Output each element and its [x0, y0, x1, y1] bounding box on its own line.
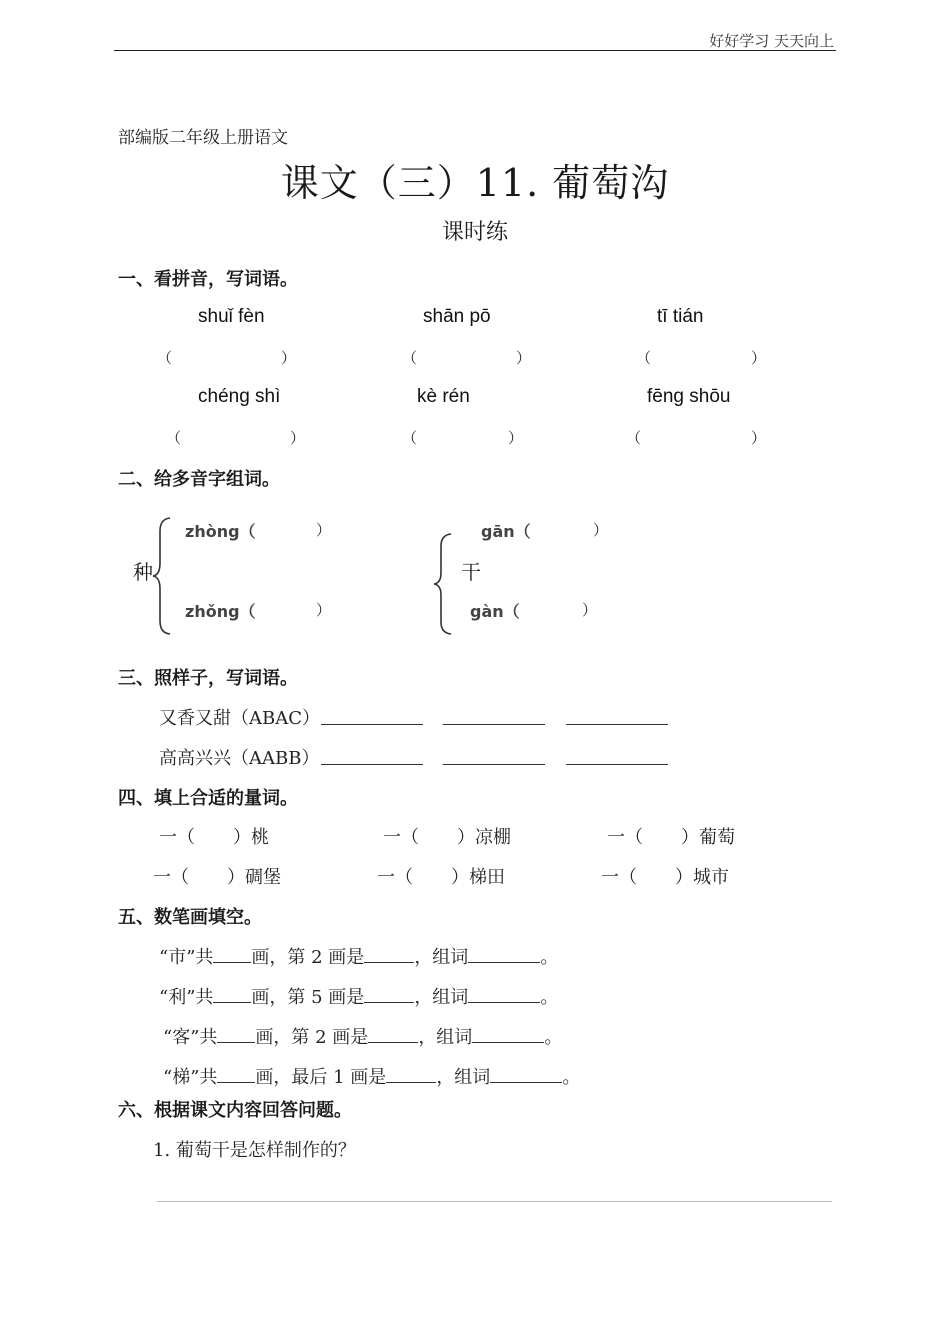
subject-label: 部编版二年级上册语文	[118, 128, 288, 148]
stroke-mid: 画，最后 1 画是	[255, 1067, 387, 1088]
answer-close-paren: ）	[582, 601, 598, 619]
answer-open-paren: （	[402, 429, 418, 447]
word-blank	[472, 1024, 544, 1043]
measure-word-item	[383, 823, 511, 849]
word-blank	[468, 944, 540, 963]
stroke-count-blank	[217, 1024, 255, 1043]
section-heading-4: 四、填上合适的量词。	[118, 788, 298, 809]
reading-gan4: gàn（	[470, 602, 520, 621]
measure-prefix: 一（	[607, 827, 643, 848]
section-heading-6: 六、根据课文内容回答问题。	[118, 1100, 352, 1121]
measure-suffix: ）凉棚	[457, 827, 511, 848]
reading-zhong3: zhǒng（	[185, 602, 256, 621]
stroke-count-blank	[213, 944, 251, 963]
left-brace-icon	[150, 515, 174, 637]
answer-close-paren: ）	[316, 601, 332, 619]
write-line	[321, 724, 423, 725]
stroke-count-blank	[213, 984, 251, 1003]
answer-open-paren: （	[166, 429, 182, 447]
measure-word-item	[607, 823, 735, 849]
measure-prefix: 一（	[383, 827, 419, 848]
full-stop: 。	[540, 947, 559, 968]
answer-close-paren: ）	[281, 349, 297, 367]
pinyin-item: tī tián	[657, 306, 704, 327]
stroke-count-line	[159, 983, 558, 1009]
measure-word-item	[153, 863, 281, 889]
measure-prefix: 一（	[159, 827, 195, 848]
reading-gan1: gān（	[481, 522, 531, 541]
pinyin-item: fēng shōu	[647, 386, 731, 407]
stroke-char: “利”共	[159, 987, 214, 1008]
polyphone-char-gan: 干	[461, 560, 481, 584]
measure-word-item	[159, 823, 269, 849]
measure-word-item	[601, 863, 729, 889]
stroke-count-blank	[217, 1064, 255, 1083]
stroke-mid: 画，第 2 画是	[251, 947, 365, 968]
pinyin-item: kè rén	[417, 386, 470, 407]
answer-close-paren: ）	[751, 429, 767, 447]
write-line	[566, 724, 668, 725]
full-stop: 。	[544, 1027, 563, 1048]
question-text: 1. 葡萄干是怎样制作的？	[153, 1140, 356, 1161]
section-heading-5: 五、数笔画填空。	[118, 907, 262, 928]
example-abac: 又香又甜（ABAC）	[159, 708, 320, 729]
reading-zhong4: zhòng（	[185, 522, 256, 541]
measure-prefix: 一（	[377, 867, 413, 888]
header-divider	[114, 50, 836, 51]
pinyin-item: shuǐ fèn	[198, 306, 265, 327]
write-line	[321, 764, 423, 765]
measure-word-item	[377, 863, 505, 889]
stroke-char: “市”共	[159, 947, 214, 968]
page-subtitle: 课时练	[441, 220, 508, 245]
full-stop: 。	[562, 1067, 581, 1088]
measure-suffix: ）葡萄	[681, 827, 735, 848]
section-heading-3: 三、照样子，写词语。	[118, 668, 298, 689]
stroke-count-line	[163, 1063, 580, 1089]
stroke-char: “梯”共	[163, 1067, 218, 1088]
stroke-blank	[364, 984, 414, 1003]
answer-close-paren: ）	[751, 349, 767, 367]
measure-suffix: ）城市	[675, 867, 729, 888]
write-line	[443, 724, 545, 725]
answer-close-paren: ）	[290, 429, 306, 447]
measure-suffix: ）桃	[233, 827, 269, 848]
page-title: 课文（三）11. 葡萄沟	[280, 161, 670, 205]
header-motto: 好好学习 天天向上	[709, 32, 834, 50]
stroke-mid: 画，第 5 画是	[251, 987, 365, 1008]
polyphone-char-zhong: 种	[133, 560, 153, 584]
answer-close-paren: ）	[516, 349, 532, 367]
pinyin-item: chéng shì	[198, 386, 281, 407]
section-heading-1: 一、看拼音，写词语。	[118, 269, 298, 290]
section-heading-2: 二、给多音字组词。	[118, 469, 280, 490]
stroke-count-line	[159, 943, 558, 969]
stroke-count-line	[163, 1023, 562, 1049]
stroke-char: “客”共	[163, 1027, 218, 1048]
answer-close-paren: ）	[508, 429, 524, 447]
write-line	[566, 764, 668, 765]
stroke-end: ，组词	[418, 1027, 473, 1048]
example-aabb: 高高兴兴（AABB）	[159, 748, 320, 769]
answer-open-paren: （	[626, 429, 642, 447]
measure-prefix: 一（	[153, 867, 189, 888]
measure-suffix: ）梯田	[451, 867, 505, 888]
word-blank	[490, 1064, 562, 1083]
pinyin-item: shān pō	[423, 306, 491, 327]
stroke-blank	[364, 944, 414, 963]
stroke-end: ，组词	[414, 947, 469, 968]
word-blank	[468, 984, 540, 1003]
stroke-blank	[386, 1064, 436, 1083]
answer-open-paren: （	[402, 349, 418, 367]
stroke-end: ，组词	[436, 1067, 491, 1088]
answer-write-line	[157, 1201, 832, 1202]
measure-prefix: 一（	[601, 867, 637, 888]
answer-open-paren: （	[636, 349, 652, 367]
answer-close-paren: ）	[593, 521, 609, 539]
left-brace-icon	[431, 531, 455, 637]
stroke-blank	[368, 1024, 418, 1043]
answer-close-paren: ）	[316, 521, 332, 539]
stroke-end: ，组词	[414, 987, 469, 1008]
stroke-mid: 画，第 2 画是	[255, 1027, 369, 1048]
answer-open-paren: （	[157, 349, 173, 367]
write-line	[443, 764, 545, 765]
full-stop: 。	[540, 987, 559, 1008]
measure-suffix: ）碉堡	[227, 867, 281, 888]
